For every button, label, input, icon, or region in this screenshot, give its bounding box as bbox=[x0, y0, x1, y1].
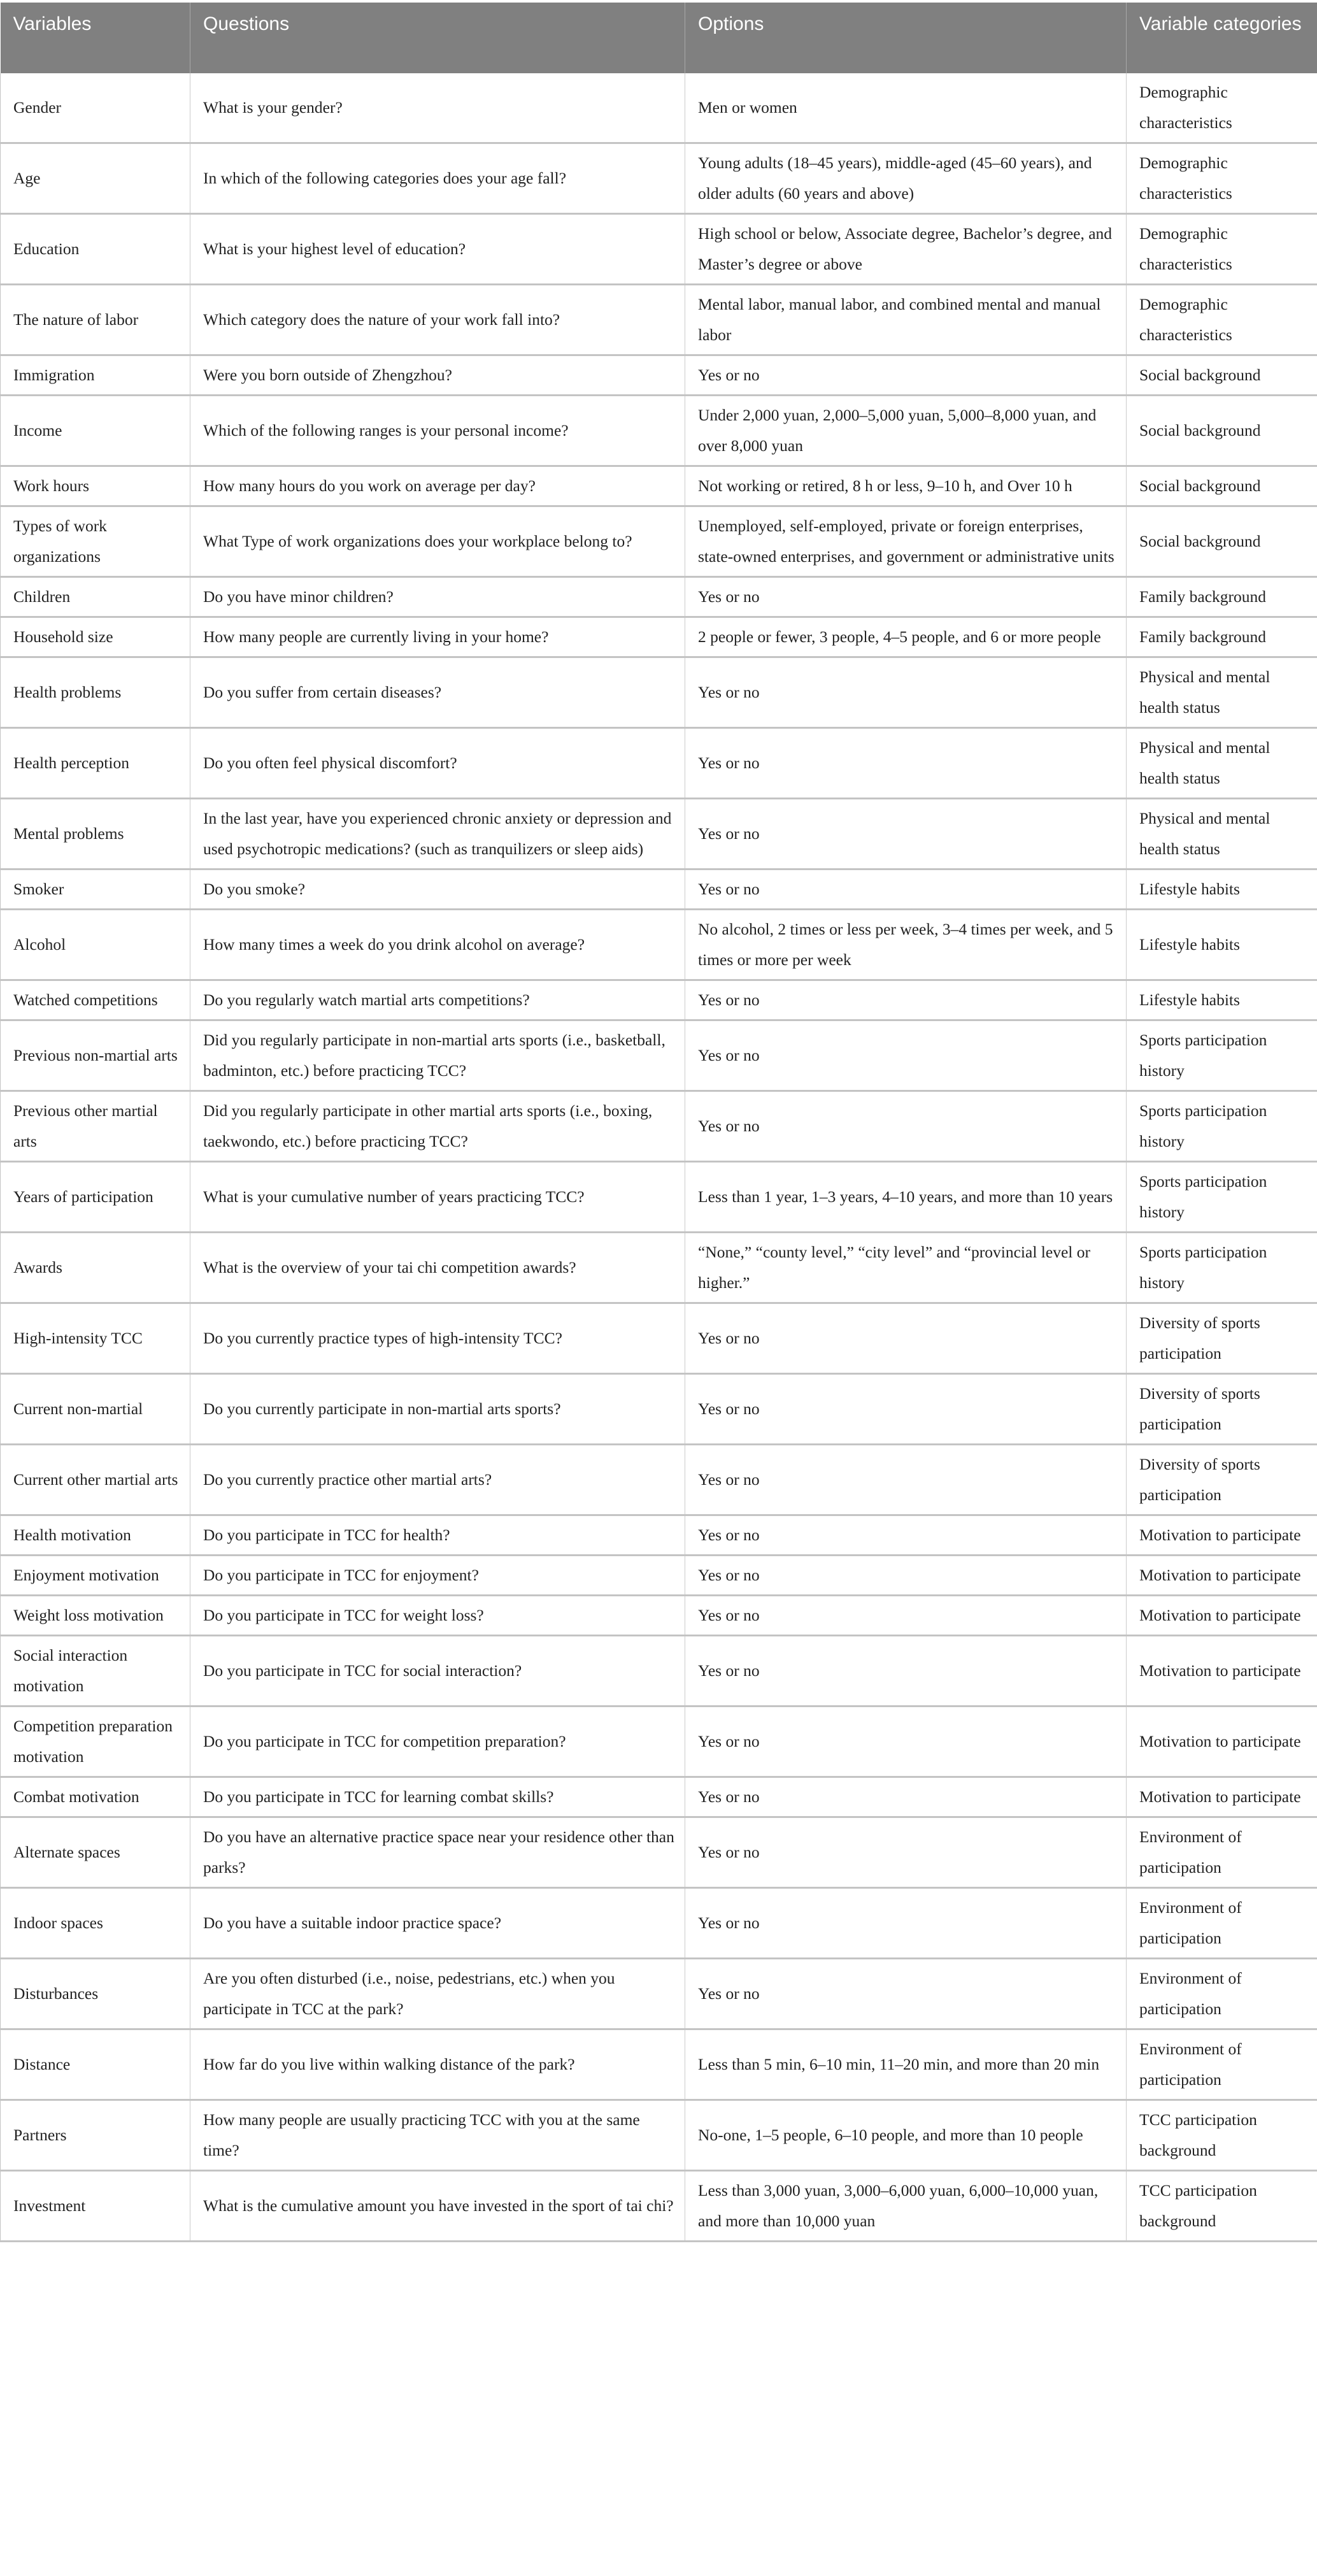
variable-cell: Health problems bbox=[1, 657, 190, 728]
table-row bbox=[1, 617, 1317, 657]
question-cell: Do you currently participate in non-martial arts sports? bbox=[190, 1374, 685, 1445]
question-cell: Are you often disturbed (i.e., noise, pedestrians, etc.) when you participate in TCC at the park? bbox=[190, 1959, 685, 2029]
options-cell: Yes or no bbox=[685, 1556, 1127, 1596]
category-cell: TCC participation background bbox=[1127, 2171, 1317, 2242]
table-row bbox=[1, 577, 1317, 617]
variable-cell: Current other martial arts bbox=[1, 1445, 190, 1515]
question-cell: What is the overview of your tai chi competition awards? bbox=[190, 1233, 685, 1303]
question-cell: Did you regularly participate in non-martial arts sports (i.e., basketball, badminton, etc.) before practicing TCC? bbox=[190, 1020, 685, 1091]
category-cell: Environment of participation bbox=[1127, 1888, 1317, 1959]
options-cell: Less than 5 min, 6–10 min, 11–20 min, and more than 20 min bbox=[685, 2029, 1127, 2100]
options-cell: No alcohol, 2 times or less per week, 3–4 times per week, and 5 times or more per week bbox=[685, 910, 1127, 980]
options-cell: Yes or no bbox=[685, 1636, 1127, 1707]
question-cell: In which of the following categories does your age fall? bbox=[190, 143, 685, 214]
table-row bbox=[1, 1556, 1317, 1596]
variable-cell: Social interaction motivation bbox=[1, 1636, 190, 1707]
options-cell: Yes or no bbox=[685, 1817, 1127, 1888]
options-cell: “None,” “county level,” “city level” and “provincial level or higher.” bbox=[685, 1233, 1127, 1303]
table-row bbox=[1, 1636, 1317, 1707]
category-cell: Lifestyle habits bbox=[1127, 910, 1317, 980]
question-cell: How many people are currently living in your home? bbox=[190, 617, 685, 657]
options-cell: Yes or no bbox=[685, 869, 1127, 910]
variable-cell: Previous other martial arts bbox=[1, 1091, 190, 1162]
variable-cell: Household size bbox=[1, 617, 190, 657]
table-row bbox=[1, 1091, 1317, 1162]
table-row bbox=[1, 1303, 1317, 1374]
question-cell: Do you currently practice types of high-intensity TCC? bbox=[190, 1303, 685, 1374]
category-cell: Social background bbox=[1127, 466, 1317, 506]
variable-cell: Alcohol bbox=[1, 910, 190, 980]
variable-cell: Immigration bbox=[1, 355, 190, 396]
category-cell: TCC participation background bbox=[1127, 2100, 1317, 2171]
table-row bbox=[1, 869, 1317, 910]
table-row bbox=[1, 285, 1317, 355]
category-cell: Sports participation history bbox=[1127, 1020, 1317, 1091]
table-row bbox=[1, 396, 1317, 466]
options-cell: Yes or no bbox=[685, 1303, 1127, 1374]
question-cell: Do you participate in TCC for learning combat skills? bbox=[190, 1777, 685, 1817]
category-cell: Social background bbox=[1127, 506, 1317, 577]
category-cell: Motivation to participate bbox=[1127, 1515, 1317, 1556]
question-cell: Do you participate in TCC for social interaction? bbox=[190, 1636, 685, 1707]
table-row bbox=[1, 1777, 1317, 1817]
variables-table bbox=[0, 3, 1317, 2242]
category-cell: Lifestyle habits bbox=[1127, 980, 1317, 1020]
table-row bbox=[1, 799, 1317, 869]
question-cell: What is the cumulative amount you have invested in the sport of tai chi? bbox=[190, 2171, 685, 2242]
options-cell: High school or below, Associate degree, Bachelor’s degree, and Master’s degree or above bbox=[685, 214, 1127, 285]
variable-cell: Distance bbox=[1, 2029, 190, 2100]
question-cell: How far do you live within walking distance of the park? bbox=[190, 2029, 685, 2100]
category-cell: Physical and mental health status bbox=[1127, 657, 1317, 728]
category-cell: Sports participation history bbox=[1127, 1162, 1317, 1233]
table-body bbox=[1, 73, 1317, 2242]
variable-cell: Alternate spaces bbox=[1, 1817, 190, 1888]
table-row bbox=[1, 2029, 1317, 2100]
question-cell: Do you participate in TCC for weight loss? bbox=[190, 1596, 685, 1636]
table-row bbox=[1, 1817, 1317, 1888]
question-cell: Do you smoke? bbox=[190, 869, 685, 910]
options-cell: Yes or no bbox=[685, 657, 1127, 728]
variable-cell: Income bbox=[1, 396, 190, 466]
table-row bbox=[1, 1959, 1317, 2029]
options-cell: Less than 3,000 yuan, 3,000–6,000 yuan, 6,000–10,000 yuan, and more than 10,000 yuan bbox=[685, 2171, 1127, 2242]
table-row bbox=[1, 355, 1317, 396]
header-variables: Variables bbox=[1, 3, 190, 73]
category-cell: Motivation to participate bbox=[1127, 1777, 1317, 1817]
options-cell: Yes or no bbox=[685, 1374, 1127, 1445]
variable-cell: Health perception bbox=[1, 728, 190, 799]
category-cell: Demographic characteristics bbox=[1127, 214, 1317, 285]
category-cell: Environment of participation bbox=[1127, 2029, 1317, 2100]
variable-cell: Partners bbox=[1, 2100, 190, 2171]
category-cell: Motivation to participate bbox=[1127, 1707, 1317, 1777]
table-row bbox=[1, 910, 1317, 980]
table-row bbox=[1, 1596, 1317, 1636]
table-row bbox=[1, 1888, 1317, 1959]
variable-cell: Mental problems bbox=[1, 799, 190, 869]
variable-cell: Weight loss motivation bbox=[1, 1596, 190, 1636]
table-row bbox=[1, 980, 1317, 1020]
category-cell: Diversity of sports participation bbox=[1127, 1445, 1317, 1515]
options-cell: Yes or no bbox=[685, 355, 1127, 396]
variable-cell: Previous non-martial arts bbox=[1, 1020, 190, 1091]
table-row bbox=[1, 2171, 1317, 2242]
variable-cell: Combat motivation bbox=[1, 1777, 190, 1817]
category-cell: Environment of participation bbox=[1127, 1817, 1317, 1888]
category-cell: Motivation to participate bbox=[1127, 1636, 1317, 1707]
question-cell: Do you have minor children? bbox=[190, 577, 685, 617]
table-row bbox=[1, 506, 1317, 577]
table-row bbox=[1, 2100, 1317, 2171]
question-cell: Were you born outside of Zhengzhou? bbox=[190, 355, 685, 396]
table-row bbox=[1, 1233, 1317, 1303]
variable-cell: Children bbox=[1, 577, 190, 617]
question-cell: Which of the following ranges is your personal income? bbox=[190, 396, 685, 466]
variable-cell: Years of participation bbox=[1, 1162, 190, 1233]
question-cell: Do you participate in TCC for health? bbox=[190, 1515, 685, 1556]
question-cell: Did you regularly participate in other martial arts sports (i.e., boxing, taekwondo, etc.) before practicing TCC? bbox=[190, 1091, 685, 1162]
options-cell: No-one, 1–5 people, 6–10 people, and more than 10 people bbox=[685, 2100, 1127, 2171]
question-cell: Which category does the nature of your work fall into? bbox=[190, 285, 685, 355]
category-cell: Motivation to participate bbox=[1127, 1596, 1317, 1636]
variable-cell: Watched competitions bbox=[1, 980, 190, 1020]
variable-cell: Smoker bbox=[1, 869, 190, 910]
options-cell: Yes or no bbox=[685, 577, 1127, 617]
options-cell: Yes or no bbox=[685, 1888, 1127, 1959]
category-cell: Sports participation history bbox=[1127, 1091, 1317, 1162]
question-cell: Do you participate in TCC for competition preparation? bbox=[190, 1707, 685, 1777]
header-row bbox=[1, 3, 1317, 73]
options-cell: Yes or no bbox=[685, 1959, 1127, 2029]
table-row bbox=[1, 728, 1317, 799]
question-cell: Do you suffer from certain diseases? bbox=[190, 657, 685, 728]
variable-cell: Education bbox=[1, 214, 190, 285]
options-cell: Young adults (18–45 years), middle-aged (45–60 years), and older adults (60 years and above) bbox=[685, 143, 1127, 214]
options-cell: Yes or no bbox=[685, 1020, 1127, 1091]
options-cell: 2 people or fewer, 3 people, 4–5 people, and 6 or more people bbox=[685, 617, 1127, 657]
variable-cell: Competition preparation motivation bbox=[1, 1707, 190, 1777]
table-row bbox=[1, 1445, 1317, 1515]
table-row bbox=[1, 1707, 1317, 1777]
variable-cell: High-intensity TCC bbox=[1, 1303, 190, 1374]
category-cell: Demographic characteristics bbox=[1127, 285, 1317, 355]
variable-cell: The nature of labor bbox=[1, 285, 190, 355]
question-cell: What is your highest level of education? bbox=[190, 214, 685, 285]
options-cell: Unemployed, self-employed, private or foreign enterprises, state-owned enterprises, and government or administrative units bbox=[685, 506, 1127, 577]
options-cell: Yes or no bbox=[685, 1091, 1127, 1162]
variable-cell: Work hours bbox=[1, 466, 190, 506]
category-cell: Family background bbox=[1127, 577, 1317, 617]
question-cell: Do you participate in TCC for enjoyment? bbox=[190, 1556, 685, 1596]
variable-cell: Disturbances bbox=[1, 1959, 190, 2029]
variable-cell: Gender bbox=[1, 73, 190, 143]
options-cell: Men or women bbox=[685, 73, 1127, 143]
question-cell: Do you often feel physical discomfort? bbox=[190, 728, 685, 799]
question-cell: Do you currently practice other martial arts? bbox=[190, 1445, 685, 1515]
question-cell: How many people are usually practicing TCC with you at the same time? bbox=[190, 2100, 685, 2171]
options-cell: Yes or no bbox=[685, 1707, 1127, 1777]
variable-cell: Indoor spaces bbox=[1, 1888, 190, 1959]
options-cell: Under 2,000 yuan, 2,000–5,000 yuan, 5,000–8,000 yuan, and over 8,000 yuan bbox=[685, 396, 1127, 466]
variable-cell: Awards bbox=[1, 1233, 190, 1303]
options-cell: Yes or no bbox=[685, 1515, 1127, 1556]
options-cell: Yes or no bbox=[685, 980, 1127, 1020]
question-cell: What Type of work organizations does your workplace belong to? bbox=[190, 506, 685, 577]
category-cell: Social background bbox=[1127, 355, 1317, 396]
question-cell: What is your cumulative number of years practicing TCC? bbox=[190, 1162, 685, 1233]
question-cell: How many times a week do you drink alcohol on average? bbox=[190, 910, 685, 980]
question-cell: Do you have an alternative practice space near your residence other than parks? bbox=[190, 1817, 685, 1888]
table-row bbox=[1, 466, 1317, 506]
question-cell: How many hours do you work on average per day? bbox=[190, 466, 685, 506]
category-cell: Diversity of sports participation bbox=[1127, 1374, 1317, 1445]
variable-cell: Enjoyment motivation bbox=[1, 1556, 190, 1596]
options-cell: Yes or no bbox=[685, 728, 1127, 799]
category-cell: Lifestyle habits bbox=[1127, 869, 1317, 910]
question-cell: What is your gender? bbox=[190, 73, 685, 143]
options-cell: Not working or retired, 8 h or less, 9–10 h, and Over 10 h bbox=[685, 466, 1127, 506]
table-row bbox=[1, 143, 1317, 214]
variable-cell: Types of work organizations bbox=[1, 506, 190, 577]
category-cell: Demographic characteristics bbox=[1127, 143, 1317, 214]
category-cell: Demographic characteristics bbox=[1127, 73, 1317, 143]
options-cell: Yes or no bbox=[685, 1596, 1127, 1636]
table-row bbox=[1, 1020, 1317, 1091]
options-cell: Yes or no bbox=[685, 1445, 1127, 1515]
category-cell: Sports participation history bbox=[1127, 1233, 1317, 1303]
options-cell: Less than 1 year, 1–3 years, 4–10 years, and more than 10 years bbox=[685, 1162, 1127, 1233]
variable-cell: Current non-martial bbox=[1, 1374, 190, 1445]
table-row bbox=[1, 1162, 1317, 1233]
category-cell: Physical and mental health status bbox=[1127, 799, 1317, 869]
variable-cell: Health motivation bbox=[1, 1515, 190, 1556]
table-row bbox=[1, 1374, 1317, 1445]
table-row bbox=[1, 214, 1317, 285]
category-cell: Social background bbox=[1127, 396, 1317, 466]
category-cell: Motivation to participate bbox=[1127, 1556, 1317, 1596]
options-cell: Mental labor, manual labor, and combined mental and manual labor bbox=[685, 285, 1127, 355]
question-cell: Do you have a suitable indoor practice space? bbox=[190, 1888, 685, 1959]
options-cell: Yes or no bbox=[685, 1777, 1127, 1817]
category-cell: Family background bbox=[1127, 617, 1317, 657]
table-row bbox=[1, 657, 1317, 728]
header-variable-categories: Variable categories bbox=[1127, 3, 1317, 73]
options-cell: Yes or no bbox=[685, 799, 1127, 869]
question-cell: In the last year, have you experienced chronic anxiety or depression and used psychotropic medications? (such as tranquilizers or sleep aids) bbox=[190, 799, 685, 869]
header-options: Options bbox=[685, 3, 1127, 73]
category-cell: Physical and mental health status bbox=[1127, 728, 1317, 799]
variable-cell: Investment bbox=[1, 2171, 190, 2242]
table-header bbox=[1, 3, 1317, 73]
table-row bbox=[1, 73, 1317, 143]
variable-cell: Age bbox=[1, 143, 190, 214]
question-cell: Do you regularly watch martial arts competitions? bbox=[190, 980, 685, 1020]
header-questions: Questions bbox=[190, 3, 685, 73]
category-cell: Diversity of sports participation bbox=[1127, 1303, 1317, 1374]
category-cell: Environment of participation bbox=[1127, 1959, 1317, 2029]
table-row bbox=[1, 1515, 1317, 1556]
